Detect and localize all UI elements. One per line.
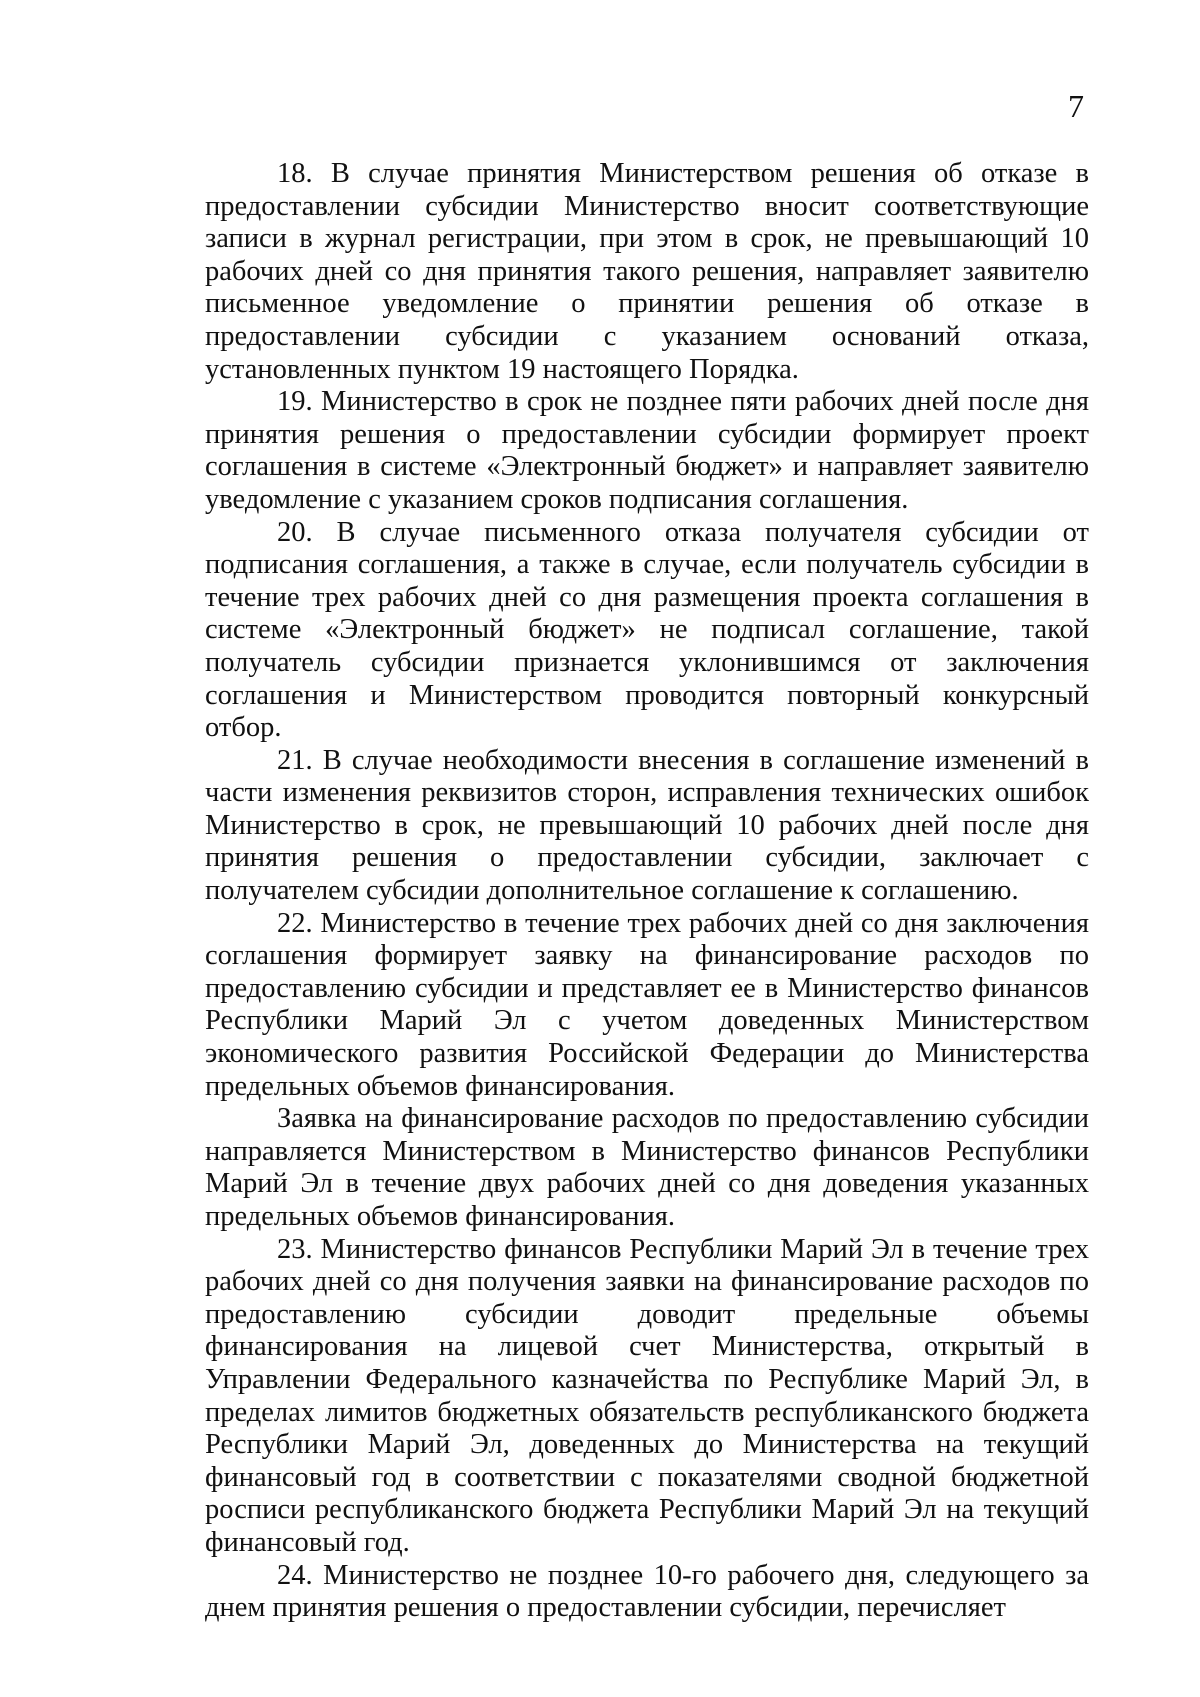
paragraph-24: 24. Министерство не позднее 10-го рабочего дня, следующего за днем принятия решения о предоставлении субсидии, перечисляет xyxy=(205,1559,1089,1624)
paragraph-22: 22. Министерство в течение трех рабочих дней со дня заключения соглашения формирует заявку на финансирование расходов по предоставлению субсидии и представляет ее в Министерство финансов Республики Марий Эл с учетом доведенных Министерством экономического развития Российской Федерации до Министерства предельных объемов финансирования. xyxy=(205,907,1089,1102)
document-body xyxy=(205,158,1089,1625)
paragraph-18: 18. В случае принятия Министерством решения об отказе в предоставлении субсидии Министерство вносит соответствующие записи в журнал регистрации, при этом в срок, не превышающий 10 рабочих дней со дня принятия такого решения, направляет заявителю письменное уведомление о принятии решения об отказе в предоставлении субсидии с указанием оснований отказа, установленных пунктом 19 настоящего Порядка. xyxy=(205,158,1089,385)
paragraph-22-continuation: Заявка на финансирование расходов по предоставлению субсидии направляется Министерством в Министерство финансов Республики Марий Эл в течение двух рабочих дней со дня доведения указанных предельных объемов финансирования. xyxy=(205,1103,1089,1232)
paragraph-20: 20. В случае письменного отказа получателя субсидии от подписания соглашения, а также в случае, если получатель субсидии в течение трех рабочих дней со дня размещения проекта соглашения в системе «Электронный бюджет» не подписал соглашение, такой получатель субсидии признается уклонившимся от заключения соглашения и Министерством проводится повторный конкурсный отбор. xyxy=(205,516,1089,744)
paragraph-23: 23. Министерство финансов Республики Марий Эл в течение трех рабочих дней со дня получения заявки на финансирование расходов по предоставлению субсидии доводит предельные объемы финансирования на лицевой счет Министерства, открытый в Управлении Федерального казначейства по Республике Марий Эл, в пределах лимитов бюджетных обязательств республиканского бюджета Республики Марий Эл, доведенных до Министерства на текущий финансовый год в соответствии с показателями сводной бюджетной росписи республиканского бюджета Республики Марий Эл на текущий финансовый год. xyxy=(205,1233,1089,1558)
page-number: 7 xyxy=(1068,88,1084,124)
paragraph-19: 19. Министерство в срок не позднее пяти рабочих дней после дня принятия решения о предоставлении субсидии формирует проект соглашения в системе «Электронный бюджет» и направляет заявителю уведомление с указанием сроков подписания соглашения. xyxy=(205,386,1089,515)
paragraph-21: 21. В случае необходимости внесения в соглашение изменений в части изменения реквизитов сторон, исправления технических ошибок Министерство в срок, не превышающий 10 рабочих дней после дня принятия решения о предоставлении субсидии, заключает с получателем субсидии дополнительное соглашение к соглашению. xyxy=(205,744,1089,907)
